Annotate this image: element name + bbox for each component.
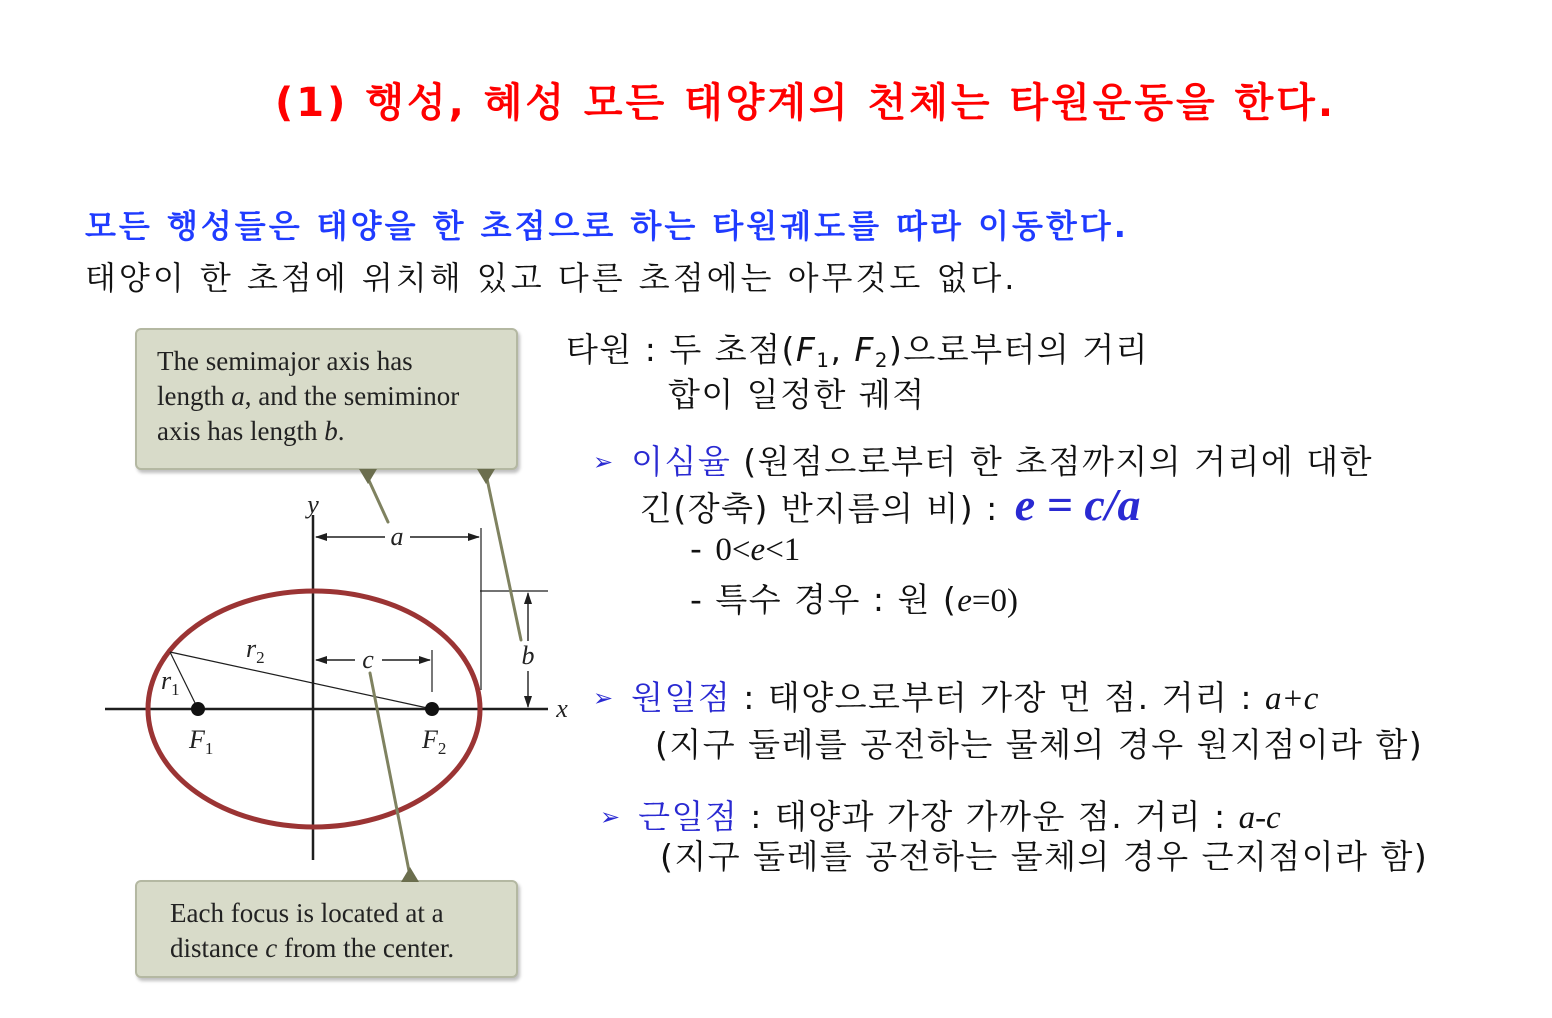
range-var: e — [750, 532, 766, 568]
special-case-end: =0) — [971, 583, 1019, 619]
r2-label — [246, 634, 265, 667]
a-label — [391, 522, 404, 551]
r1-label-subscript: 1 — [171, 680, 180, 699]
ellipse-definition-line-2: 합이 일정한 궤적 — [668, 375, 926, 414]
aphelion-line — [593, 676, 1318, 720]
c-label — [362, 645, 374, 674]
x-axis-label-text: x — [556, 694, 568, 723]
callout-top-line-2-end: , and the semiminor — [244, 381, 460, 411]
callout-pointer-a — [366, 474, 388, 522]
perihelion-term: 근일점 — [638, 797, 739, 836]
eccentricity-formula: e = c/a — [1014, 479, 1141, 530]
y-axis-label — [304, 490, 319, 519]
callout-top-line-3 — [157, 414, 516, 449]
range-high: <1 — [765, 532, 801, 568]
ellipse-definition-line-1 — [566, 328, 1149, 372]
aphelion-description: : 태양으로부터 가장 먼 점. 거리 : — [731, 678, 1265, 717]
arrowhead-bullet-icon: ➢ — [600, 803, 621, 831]
focus-2-dot — [425, 702, 439, 716]
focus-2-label — [421, 725, 446, 758]
eccentricity-special-case — [690, 578, 1018, 622]
perihelion-description: : 태양과 가장 가까운 점. 거리 : — [738, 797, 1239, 836]
callout-top-line-3-end: . — [337, 416, 345, 446]
aphelion-note: (지구 둘레를 공전하는 물체의 경우 원지점이라 함) — [655, 725, 1424, 764]
callout-top-line-2 — [157, 379, 516, 414]
eccentricity-range — [690, 527, 800, 571]
eccentricity-description-2: 긴(장축) 반지름의 비) : — [640, 489, 1011, 528]
aphelion-distance: a+c — [1264, 681, 1319, 717]
focus-1-subscript: 1 — [204, 739, 214, 758]
focus-1-dot — [191, 702, 205, 716]
focus-symbol-2-subscript: 2 — [874, 348, 889, 372]
callout-var-c: c — [265, 933, 278, 963]
focus-symbol-2-text: F — [854, 330, 875, 369]
special-case-text: - 특수 경우 : 원 ( — [690, 580, 958, 619]
slide-statement: 태양이 한 초점에 위치해 있고 다른 초점에는 아무것도 없다. — [85, 259, 1018, 297]
slide-title: (1) 행성, 혜성 모든 태양계의 천체는 타원운동을 한다. — [275, 80, 1337, 126]
eccentricity-line-1 — [593, 440, 1373, 484]
focus-symbol-2 — [854, 330, 889, 372]
range-low: 0< — [715, 532, 751, 568]
callout-var-a: a — [231, 381, 245, 411]
focus-2-subscript: 2 — [437, 739, 447, 758]
special-case-var: e — [957, 583, 972, 619]
callout-bottom-line-2 — [170, 931, 516, 966]
callout-bottom-line-2-end: from the center. — [277, 933, 455, 963]
callout-bottom-line-2-start: distance — [170, 933, 266, 963]
b-label-text: b — [521, 641, 535, 670]
arrowhead-bullet-icon: ➢ — [593, 684, 614, 712]
arrowhead-bullet-icon: ➢ — [593, 448, 614, 476]
eccentricity-term: 이심율 — [631, 442, 732, 481]
callout-bottom-line-1: Each focus is located at a — [170, 898, 444, 928]
range-dash: - — [690, 529, 716, 568]
callout-focus-distance — [135, 880, 518, 978]
callout-top-line-2-start: length — [157, 381, 232, 411]
focus-symbol-1 — [795, 330, 831, 372]
eccentricity-description: (원점으로부터 한 초점까지의 거리에 대한 — [731, 442, 1373, 481]
definition-prefix: 타원 : 두 초점( — [566, 330, 796, 369]
callout-pointer-b — [486, 474, 521, 640]
focus-symbol-1-subscript: 1 — [816, 348, 831, 372]
perihelion-line — [600, 795, 1281, 839]
focus-2-symbol: F — [422, 725, 438, 754]
r1-label-symbol: r — [161, 666, 172, 695]
eccentricity-line-2 — [640, 479, 1141, 530]
perihelion-note: (지구 둘레를 공전하는 물체의 경우 근지점이라 함) — [660, 837, 1429, 876]
x-axis-label — [555, 694, 568, 723]
definition-separator: , — [830, 330, 855, 369]
callout-top-line-3-start: axis has length — [157, 416, 325, 446]
focus-1-label — [188, 725, 213, 758]
focus-1-symbol: F — [189, 725, 205, 754]
r2-label-symbol: r — [246, 634, 257, 663]
c-label-text: c — [362, 645, 374, 674]
a-label-text: a — [390, 522, 404, 551]
aphelion-term: 원일점 — [631, 678, 732, 717]
y-axis-label-text: y — [307, 490, 319, 519]
callout-var-b: b — [324, 416, 338, 446]
focus-symbol-1-text: F — [795, 330, 817, 369]
callout-top-line-1: The semimajor axis has — [157, 346, 413, 376]
r1-label — [161, 666, 180, 699]
r2-label-subscript: 2 — [256, 648, 265, 667]
slide-headline: 모든 행성들은 태양을 한 초점으로 하는 타원궤도를 따라 이동한다. — [85, 207, 1129, 245]
perihelion-distance: a-c — [1238, 800, 1281, 836]
callout-semimajor-semiminor — [135, 328, 518, 470]
definition-suffix: )으로부터의 거리 — [889, 330, 1150, 369]
b-label — [522, 641, 535, 670]
